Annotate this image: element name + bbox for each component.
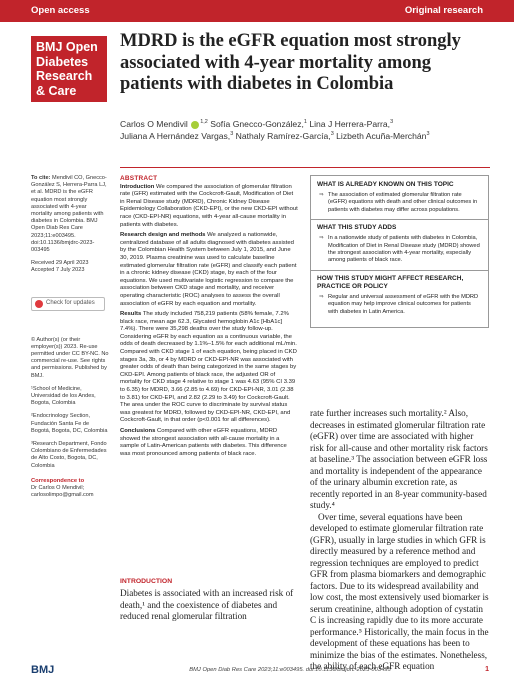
author-affiliation: 3	[230, 131, 234, 138]
box-heading: HOW THIS STUDY MIGHT AFFECT RESEARCH, PRACTICE OR POLICY	[317, 274, 464, 290]
author-name: Nathaly Ramírez-García,	[235, 131, 331, 141]
journal-logo-line: Research	[36, 69, 93, 83]
top-banner	[0, 0, 514, 22]
open-access-label: Open access	[31, 5, 90, 16]
summary-box	[310, 175, 489, 328]
box-heading: WHAT THIS STUDY ADDS	[317, 224, 397, 232]
check-updates-button[interactable]	[31, 297, 105, 311]
arrow-icon: ⇒	[319, 192, 324, 198]
affiliation: ²Endocrinology Section, Fundación Santa Fe de Bogotá, Bogota, DC, Colombia	[31, 413, 108, 434]
arrow-icon: ⇒	[319, 235, 324, 242]
received-date: Received 29 April 2023	[31, 260, 89, 267]
dates-block	[31, 260, 109, 274]
section-label: Conclusions	[120, 428, 156, 434]
introduction-text: Diabetes is associated with an increased risk of death,¹ and the coexistence of diabetes and reduced renal glomerular filtration	[120, 588, 294, 621]
box-item	[317, 235, 482, 265]
article-type-label: Original research	[404, 5, 483, 16]
correspondence-heading: Correspondence to	[31, 477, 85, 484]
abstract-section	[120, 311, 298, 425]
journal-logo-line: BMJ Open	[36, 40, 98, 54]
journal-logo	[31, 36, 107, 102]
abstract-section	[120, 184, 298, 230]
abstract-section	[120, 428, 298, 458]
body-paragraph: Over time, several equations have been developed to estimate glomerular filtration rate (GFR), usually in large studies in which GFR is directly measured by a reference method and regression techniques are employed to predict GFR from plasma biomarkers and demographic factors. Due to its widespread availability and low cost, the most extensively used biomarker is serum creatinine, although adoption of cystatin C is increasing rapidly due to its more accurate performance.⁵ Historically, the main focus in the development of these equations has been to minimize the bias of the estimates. Nonetheless, the ability of each eGFR equation	[310, 511, 489, 671]
journal-logo-line: & Care	[36, 83, 77, 98]
author-affiliation: 3	[330, 131, 334, 138]
affiliation: ³Research Department, Fondo Colombiano de Enfermedades de Alto Costo, Bogota, DC, Colombia	[31, 441, 107, 469]
copyright-notice: © Author(s) (or their employer(s)) 2023. Re-use permitted under CC BY-NC. No commercial re-use. See rights and permissions. Published by BMJ.	[31, 336, 109, 379]
author-name: Carlos O Mendivil	[120, 119, 188, 129]
affiliation: ¹School of Medicine, Universidad de los Andes, Bogota, Colombia	[31, 385, 96, 407]
cite-label: To cite:	[31, 175, 51, 181]
author-affiliation: 1	[303, 119, 307, 126]
abstract-heading: ABSTRACT	[120, 175, 158, 182]
box-item	[317, 192, 482, 214]
check-updates-icon	[35, 300, 43, 308]
box-item-text: The association of estimated glomerular filtration rate (eGFR) equations with death and other clinical outcomes in patients with diabetes may differ across populations.	[328, 192, 478, 213]
author-affiliation: 3	[390, 119, 394, 126]
check-updates-label: Check for updates	[46, 300, 95, 307]
page-number: 1	[485, 666, 489, 673]
bmj-logo: BMJ	[31, 664, 55, 676]
abstract-section	[120, 232, 298, 308]
author-affiliation: 1,2	[200, 119, 208, 126]
author-affiliation: 3	[426, 131, 430, 138]
article-sidebar	[31, 175, 109, 500]
correspondence-name: Dr Carlos O Mendivil;	[31, 485, 85, 492]
abstract	[120, 175, 298, 461]
author-name: Sofía Gnecco-González,	[210, 119, 304, 129]
box-item	[317, 294, 482, 316]
cite-text: Mendivil CO, Gnecco-González S, Herrera-Parra LJ, et al. MDRD is the eGFR equation most strongly associated with 4-year mortality among patients with diabetes in Colombia. BMJ Open Diab Res Care 2023;11:e003495. doi:10.1136/bmjdrc-2023-003495	[31, 175, 107, 254]
journal-logo-line: Diabetes	[36, 54, 89, 69]
box-heading: WHAT IS ALREADY KNOWN ON THIS TOPIC	[317, 181, 454, 188]
section-label: Introduction	[120, 183, 155, 190]
section-text: Compared with other eGFR equations, MDRD showed the strongest association with all-cause mortality in a sample of Latin-American patients with diabetes. This difference was most pronounced among patients of black race.	[120, 428, 287, 457]
section-text: We analyzed a nationwide, centralized database of all adults diagnosed with diabetes assisted by the Colombian Health System between July 1, 2015, and June 30, 2019. Plasma creatinine was used to calculate baseline estimated glomerular filtration rate (eGFR) and classify each patient in a chronic kidney disease (CKD) stage, by each of the four equations. We used multivariate logistic regression to compare the association between CKD stage and mortality, and receiver operating characteristic (ROC) analyses to assess the overall association of eGFR by each equation and mortality.	[120, 232, 297, 307]
correspondence-email[interactable]: carlosolimpo@gmail.com	[31, 492, 94, 499]
orcid-icon[interactable]	[191, 121, 199, 129]
body-paragraph: rate further increases such mortality.² Also, decreases in estimated glomerular filtration rate (eGFR) over time are associated with higher risk for all-cause and other mortality risk factors at baseline.³ The association between eGFR loss and mortality is independent of the appearance of the urinary albumin excretion rate, as recently reported in an 8-year community-based study.⁴	[310, 408, 488, 510]
section-label: Research design and methods	[120, 232, 206, 239]
box-separator	[311, 270, 488, 271]
section-text: The study included 758,219 patients (58% female, 7.2% black race, mean age 62.3, Glycated hemoglobin A1c [HbA1c] 7.4%). There were 35,298 deaths over the study follow-up. Considering eGFR by each equation as a continuous variable, the odds of death decreased by 1.1%–1.5% for each additional mL/min. Compared with CKD stage 1 of each equation, being placed in CKD stages 3a, 3b, or 4 by MDRD or CKD-EPI-NR was associated with greater odds of death than being categorized in the same stages by CKD-EPI. Among patients of black race, the adjusted OR of mortality for CKD stage 4 relative to stage 1 was 4.63 (95% CI 3.39 to 6.35) for MDRD, 3.66 (2.85 to 4.69) for CKD-EPI-NR, 3.01 (2.38 to 3.81) for CKD-EPI, and 2.82 (2.29 to 3.49) for Cockcroft-Gault. The area under the ROC curve to discriminate by survival status was greatest for MDRD, followed by CKD-EPI-NR, CKD-EPI, and Cockcroft-Gault, in that order (p<0.001 for all differences).	[120, 311, 297, 424]
author-list	[120, 118, 490, 142]
footer-citation: BMJ Open Diab Res Care 2023;11:e003495. doi:10.1136/bmjdrc-2023-003495	[189, 667, 391, 673]
body-text-column	[310, 408, 489, 673]
article-title: MDRD is the eGFR equation most strongly associated with 4-year mortality among patients with diabetes in Colombia	[120, 31, 461, 94]
box-item-text: Regular and universal assessment of eGFR with the MDRD equation may help improve clinical outcomes for patients with diabetes in Latin America.	[328, 293, 479, 315]
author-name: Lina J Herrera-Parra,	[309, 119, 391, 129]
box-separator	[311, 219, 488, 220]
citation-block	[31, 175, 109, 254]
section-label: Results	[120, 311, 142, 318]
arrow-icon: ⇒	[319, 293, 324, 300]
title-divider	[120, 167, 490, 168]
author-name: Lizbeth Acuña-Merchán	[336, 131, 427, 141]
box-item-text: In a nationwide study of patients with diabetes in Colombia, Modification of Diet in Renal Disease study (MDRD) showed the strongest association with 4-year mortality, especially among patients of black race.	[328, 235, 480, 264]
accepted-date: Accepted 7 July 2023	[31, 267, 85, 274]
introduction-heading: INTRODUCTION	[120, 578, 173, 585]
section-text: We compared the association of glomerular filtration rate (GFR) estimated with the Cockcroft-Gault, Modification of Diet in Renal Disease study (MDRD), Chronic Kidney Disease Epidemiology Collaboration (CKD-EPI), or the new CKD-EPI without race (CKD-EPI-NR) equations, with 4-year all-cause mortality in patients with diabetes.	[120, 183, 298, 228]
author-name: Juliana A Hernández Vargas,	[120, 131, 231, 141]
